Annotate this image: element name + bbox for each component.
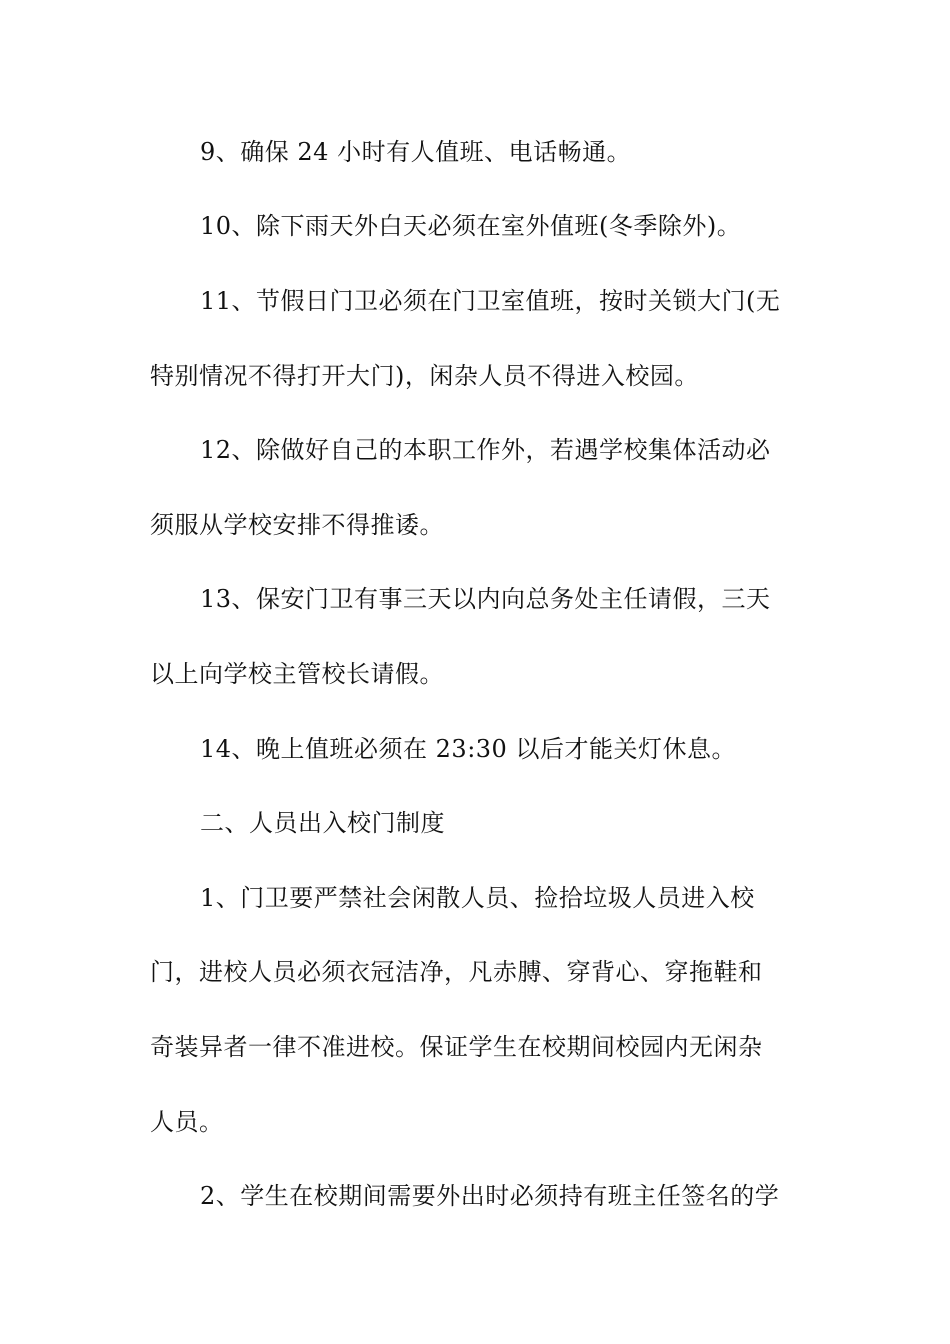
- section-heading: 二、人员出入校门制度: [200, 809, 445, 837]
- text-line: 2、学生在校期间需要外出时必须持有班主任签名的学: [200, 1182, 780, 1210]
- text-line: 以上向学校主管校长请假。: [150, 660, 444, 688]
- text-line: 人员。: [150, 1108, 224, 1136]
- text-line: 特别情况不得打开大门)，闲杂人员不得进入校园。: [150, 362, 699, 390]
- text-line: 奇装异者一律不准进校。保证学生在校期间校园内无闲杂: [150, 1033, 763, 1061]
- text-line: 门，进校人员必须衣冠洁净，凡赤膊、穿背心、穿拖鞋和: [150, 958, 763, 986]
- text-line: 10、除下雨天外白天必须在室外值班(冬季除外)。: [200, 212, 742, 240]
- text-line: 12、除做好自己的本职工作外，若遇学校集体活动必: [200, 436, 771, 464]
- text-line: 1、门卫要严禁社会闲散人员、捡拾垃圾人员进入校: [200, 884, 755, 912]
- text-line: 须服从学校安排不得推诿。: [150, 511, 444, 539]
- text-line: 14、晚上值班必须在 23:30 以后才能关灯休息。: [200, 735, 736, 763]
- text-line: 11、节假日门卫必须在门卫室值班，按时关锁大门(无: [200, 287, 781, 315]
- text-line: 13、保安门卫有事三天以内向总务处主任请假，三天: [200, 585, 771, 613]
- text-line: 9、确保 24 小时有人值班、电话畅通。: [200, 138, 632, 166]
